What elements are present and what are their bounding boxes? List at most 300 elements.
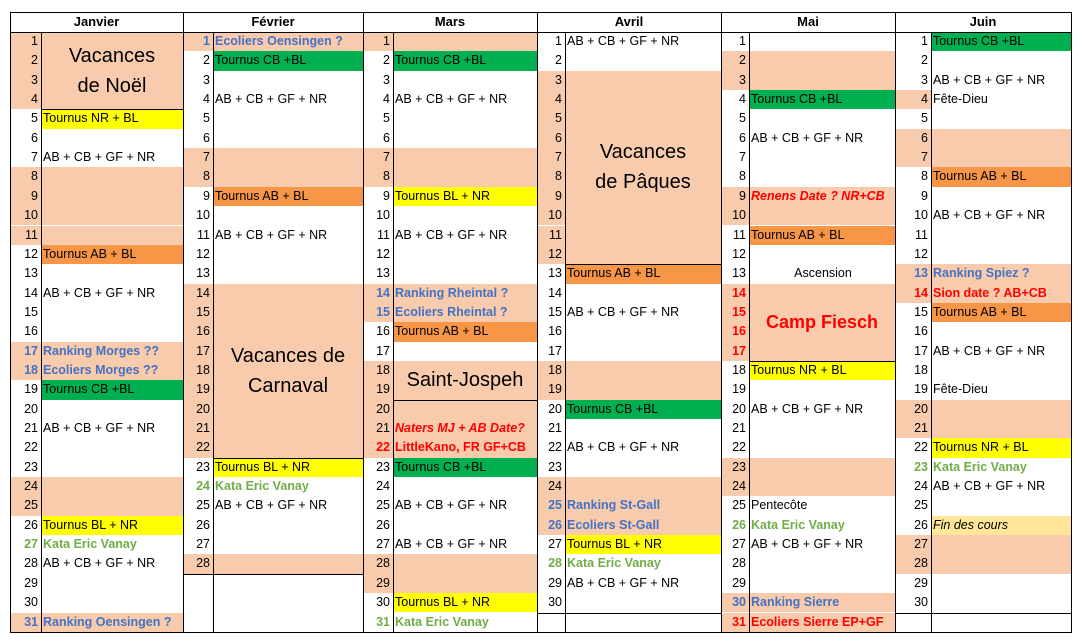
empty-cell [213,245,363,264]
day-number: 18 [895,361,931,380]
event-cell[interactable]: Tournus CB +BL [41,380,183,399]
grid-line [749,32,750,632]
day-number: 10 [183,206,213,225]
month-header-mars: Mars [434,14,466,29]
day-number: 23 [183,458,213,477]
day-number: 16 [363,322,393,341]
day-number: 16 [183,322,213,341]
empty-cell [213,554,363,573]
day-number: 25 [183,496,213,515]
event-cell[interactable]: Tournus AB + BL [393,322,537,341]
day-number: 9 [363,187,393,206]
empty-cell [749,109,895,128]
day-number: 24 [895,477,931,496]
day-number: 22 [363,438,393,457]
day-number: 24 [10,477,41,496]
day-number: 17 [537,342,565,361]
empty-cell [565,361,721,380]
event-cell[interactable]: AB + CB + GF + NR [565,32,721,51]
empty-cell [931,400,1071,419]
event-cell[interactable]: LittleKano, FR GF+CB [393,438,537,457]
day-number: 10 [363,206,393,225]
empty-cell [41,438,183,457]
empty-cell [393,71,537,90]
day-number: 6 [363,129,393,148]
empty-cell [565,458,721,477]
empty-cell [393,245,537,264]
day-number: 20 [895,400,931,419]
empty-cell [41,303,183,322]
grid-line [213,574,363,575]
day-number: 13 [895,264,931,283]
day-number: 8 [537,167,565,186]
event-cell[interactable]: AB + CB + GF + NR [565,303,721,322]
event-cell[interactable]: Ranking Spiez ? [931,264,1071,283]
event-cell[interactable]: AB + CB + GF + NR [41,554,183,573]
day-number: 6 [895,129,931,148]
event-cell[interactable]: AB + CB + GF + NR [565,438,721,457]
event-cell[interactable]: AB + CB + GF + NR [565,574,721,593]
day-number: 11 [183,226,213,245]
day-number: 27 [721,535,749,554]
holiday-label: Saint-Jospeh [406,369,524,392]
day-number: 2 [537,51,565,70]
day-number: 20 [537,400,565,419]
day-number: 14 [363,284,393,303]
day-number: 13 [183,264,213,283]
empty-cell [393,167,537,186]
day-number: 1 [895,32,931,51]
day-number: 14 [537,284,565,303]
day-number: 14 [721,284,749,303]
day-number: 29 [537,574,565,593]
day-number: 1 [363,32,393,51]
event-cell[interactable]: Ranking Rheintal ? [393,284,537,303]
day-number: 10 [721,206,749,225]
day-number: 20 [721,400,749,419]
empty-cell [41,574,183,593]
empty-cell [41,477,183,496]
empty-cell [931,226,1071,245]
event-cell[interactable]: Fin des cours [931,516,1071,535]
day-number: 7 [721,148,749,167]
event-cell[interactable]: Fête-Dieu [931,380,1071,399]
event-cell[interactable]: Ecoliers Sierre EP+GF [749,613,895,632]
day-number: 27 [895,535,931,554]
empty-cell [565,342,721,361]
grid-line [749,361,895,362]
empty-cell [213,535,363,554]
day-number: 21 [363,419,393,438]
empty-cell [565,419,721,438]
day-number: 4 [721,90,749,109]
grid-line [41,32,42,632]
day-number: 15 [363,303,393,322]
day-number: 31 [10,613,41,632]
day-number: 19 [10,380,41,399]
event-cell[interactable]: Kata Eric Vanay [213,477,363,496]
event-cell[interactable]: Ecoliers St-Gall [565,516,721,535]
day-number: 30 [363,593,393,612]
day-number: 16 [10,322,41,341]
empty-cell [213,109,363,128]
event-cell[interactable]: Kata Eric Vanay [41,535,183,554]
day-number: 26 [721,516,749,535]
empty-cell [565,380,721,399]
day-number: 18 [721,361,749,380]
event-cell[interactable]: AB + CB + GF + NR [393,496,537,515]
day-number: 21 [537,419,565,438]
day-number: 9 [10,187,41,206]
day-number: 2 [363,51,393,70]
empty-cell [749,554,895,573]
event-cell[interactable]: Tournus BL + NR [393,593,537,612]
empty-cell [565,477,721,496]
day-number: 16 [537,322,565,341]
day-number: 25 [895,496,931,515]
day-number: 15 [183,303,213,322]
day-number: 15 [895,303,931,322]
event-cell[interactable]: Tournus CB +BL [213,51,363,70]
day-number: 1 [10,32,41,51]
day-number: 24 [183,477,213,496]
empty-cell [931,535,1071,554]
empty-cell [393,574,537,593]
empty-cell [565,51,721,70]
day-number: 3 [183,71,213,90]
event-cell[interactable]: AB + CB + GF + NR [931,71,1071,90]
event-cell[interactable]: Naters MJ + AB Date? [393,419,537,438]
day-number: 19 [895,380,931,399]
holiday-label: Camp Fiesch [765,312,879,333]
day-number: 14 [10,284,41,303]
day-number: 7 [363,148,393,167]
day-number: 18 [363,361,393,380]
day-number: 28 [537,554,565,573]
grid-line [41,632,183,633]
event-cell[interactable]: Tournus BL + NR [565,535,721,554]
event-cell[interactable]: Ecoliers Morges ?? [41,361,183,380]
day-number: 22 [537,438,565,457]
empty-cell [931,361,1071,380]
empty-cell [41,206,183,225]
event-cell[interactable]: Tournus AB + BL [565,264,721,283]
empty-cell [931,129,1071,148]
empty-cell [749,148,895,167]
event-cell[interactable]: Tournus CB +BL [931,32,1071,51]
event-cell[interactable]: AB + CB + GF + NR [213,226,363,245]
event-cell[interactable]: Tournus CB +BL [393,51,537,70]
day-number: 6 [537,129,565,148]
day-number: 9 [895,187,931,206]
event-cell[interactable]: AB + CB + GF + NR [213,496,363,515]
empty-cell [565,322,721,341]
empty-cell [749,206,895,225]
day-number: 28 [363,554,393,573]
day-number: 25 [363,496,393,515]
day-number: 8 [363,167,393,186]
day-number: 6 [721,129,749,148]
day-number: 1 [537,32,565,51]
event-cell[interactable]: AB + CB + GF + NR [393,90,537,109]
holiday-block [749,284,895,361]
event-cell[interactable]: Kata Eric Vanay [931,458,1071,477]
holiday-block [213,284,363,458]
day-number: 3 [721,71,749,90]
event-cell[interactable]: Ecoliers Rheintal ? [393,303,537,322]
empty-cell [393,109,537,128]
empty-cell [931,51,1071,70]
day-number: 18 [10,361,41,380]
event-cell[interactable]: Kata Eric Vanay [565,554,721,573]
empty-cell [213,148,363,167]
event-cell[interactable]: AB + CB + GF + NR [931,206,1071,225]
day-number: 9 [537,187,565,206]
event-cell[interactable]: AB + CB + GF + NR [931,342,1071,361]
day-number: 19 [183,380,213,399]
day-number: 3 [363,71,393,90]
day-number: 27 [10,535,41,554]
day-number: 27 [537,535,565,554]
event-cell[interactable]: Kata Eric Vanay [749,516,895,535]
day-number: 24 [363,477,393,496]
day-number: 15 [537,303,565,322]
month-header-fevrier: Février [251,14,295,29]
day-number: 21 [10,419,41,438]
grid-line [183,12,184,632]
empty-cell [213,167,363,186]
event-cell[interactable]: Ranking Morges ?? [41,342,183,361]
day-number: 4 [363,90,393,109]
grid-line [895,613,931,614]
event-cell[interactable]: Tournus AB + BL [931,303,1071,322]
event-cell[interactable]: AB + CB + GF + NR [749,129,895,148]
day-number: 2 [10,51,41,70]
day-number: 5 [183,109,213,128]
day-number: 11 [363,226,393,245]
day-number: 30 [537,593,565,612]
event-cell[interactable]: AB + CB + GF + NR [41,284,183,303]
event-cell[interactable]: Ecoliers Oensingen ? [213,32,363,51]
day-number: 29 [721,574,749,593]
month-header-mai: Mai [797,14,819,29]
day-number: 8 [721,167,749,186]
event-cell[interactable]: Tournus AB + BL [213,187,363,206]
event-cell[interactable]: Tournus NR + BL [41,109,183,128]
event-cell[interactable]: Pentecôte [749,496,895,515]
grid-line [565,264,721,265]
day-number: 20 [10,400,41,419]
day-number: 28 [10,554,41,573]
event-cell[interactable]: AB + CB + GF + NR [41,419,183,438]
empty-cell [393,129,537,148]
day-number: 17 [10,342,41,361]
empty-cell [749,438,895,457]
day-number: 6 [183,129,213,148]
day-number: 4 [895,90,931,109]
event-cell[interactable]: Tournus NR + BL [749,361,895,380]
grid-line [537,613,565,614]
day-number: 7 [895,148,931,167]
empty-cell [393,32,537,51]
event-cell[interactable]: Tournus AB + BL [931,167,1071,186]
day-number: 24 [537,477,565,496]
event-cell[interactable]: Ranking Sierre [749,593,895,612]
day-number: 17 [183,342,213,361]
grid-line [10,12,11,632]
empty-cell [931,574,1071,593]
day-number: 27 [363,535,393,554]
holiday-label: Vacances de Carnaval [230,344,346,397]
event-cell[interactable]: AB + CB + GF + NR [749,400,895,419]
day-number: 26 [537,516,565,535]
event-cell[interactable]: AB + CB + GF + NR [41,148,183,167]
empty-cell [41,129,183,148]
day-number: 18 [183,361,213,380]
day-number: 12 [537,245,565,264]
empty-cell [41,458,183,477]
empty-cell [749,477,895,496]
empty-cell [931,554,1071,573]
day-number: 12 [10,245,41,264]
event-cell[interactable]: AB + CB + GF + NR [393,226,537,245]
day-number: 22 [10,438,41,457]
day-number: 22 [183,438,213,457]
event-cell[interactable]: Tournus CB +BL [393,458,537,477]
day-number: 3 [537,71,565,90]
day-number: 9 [721,187,749,206]
empty-cell [393,400,537,419]
day-number: 1 [721,32,749,51]
day-number: 5 [10,109,41,128]
day-number: 25 [721,496,749,515]
event-cell[interactable]: AB + CB + GF + NR [213,90,363,109]
grid-line [721,12,722,632]
empty-cell [393,342,537,361]
event-cell[interactable]: Fête-Dieu [931,90,1071,109]
day-number: 8 [895,167,931,186]
holiday-label: Vacances de Noël [68,44,156,97]
grid-line [363,632,393,633]
event-cell[interactable]: Kata Eric Vanay [393,613,537,632]
holiday-label: Vacances de Pâques [595,141,691,194]
grid-line [41,109,183,110]
empty-cell [749,71,895,90]
event-cell[interactable]: AB + CB + GF + NR [393,535,537,554]
grid-line [749,632,895,633]
empty-cell [565,593,721,612]
empty-cell [931,496,1071,515]
event-cell[interactable]: Tournus BL + NR [41,516,183,535]
event-cell[interactable]: Tournus BL + NR [213,458,363,477]
day-number: 7 [183,148,213,167]
day-number: 21 [721,419,749,438]
day-number: 30 [895,593,931,612]
day-number: 12 [895,245,931,264]
day-number: 20 [183,400,213,419]
day-number: 4 [10,90,41,109]
day-number: 1 [183,32,213,51]
day-number: 6 [10,129,41,148]
empty-cell [41,264,183,283]
day-number: 17 [721,342,749,361]
empty-cell [213,129,363,148]
event-cell[interactable]: Ascension [749,264,895,283]
day-number: 7 [10,148,41,167]
day-number: 26 [10,516,41,535]
empty-cell [749,245,895,264]
grid-line [213,32,214,632]
empty-cell [393,554,537,573]
day-number: 11 [721,226,749,245]
day-number: 5 [537,109,565,128]
day-number: 18 [537,361,565,380]
holiday-block [565,71,721,265]
day-number: 23 [895,458,931,477]
day-number: 14 [895,284,931,303]
empty-cell [41,593,183,612]
event-cell[interactable]: Ranking Oensingen ? [41,613,183,632]
day-number: 23 [721,458,749,477]
day-number: 29 [10,574,41,593]
grid-line [537,12,538,632]
empty-cell [41,496,183,515]
event-cell[interactable]: Tournus AB + BL [749,226,895,245]
event-cell[interactable]: Tournus AB + BL [41,245,183,264]
empty-cell [749,380,895,399]
day-number: 23 [10,458,41,477]
grid-line [10,32,1071,33]
holiday-block [41,32,183,109]
event-cell[interactable]: AB + CB + GF + NR [749,535,895,554]
day-number: 13 [721,264,749,283]
empty-cell [931,187,1071,206]
day-number: 4 [537,90,565,109]
day-number: 12 [363,245,393,264]
event-cell[interactable]: Tournus CB +BL [749,90,895,109]
event-cell[interactable]: Ranking St-Gall [565,496,721,515]
day-number: 22 [721,438,749,457]
grid-line [895,12,896,632]
day-number: 19 [537,380,565,399]
empty-cell [213,206,363,225]
empty-cell [749,458,895,477]
day-number: 12 [721,245,749,264]
day-number: 21 [895,419,931,438]
holiday-block [393,361,537,400]
grid-line [213,458,363,459]
month-header-juin: Juin [969,14,997,29]
empty-cell [749,32,895,51]
event-cell[interactable]: Sion date ? AB+CB [931,284,1071,303]
day-number: 29 [895,574,931,593]
day-number: 8 [10,167,41,186]
grid-line [721,632,749,633]
day-number: 13 [537,264,565,283]
event-cell[interactable]: Tournus CB +BL [565,400,721,419]
event-cell[interactable]: AB + CB + GF + NR [931,477,1071,496]
event-cell[interactable]: Tournus NR + BL [931,438,1071,457]
day-number: 25 [537,496,565,515]
grid-line [393,400,537,401]
empty-cell [41,226,183,245]
empty-cell [931,419,1071,438]
day-number: 5 [895,109,931,128]
event-cell[interactable]: Tournus BL + NR [393,187,537,206]
empty-cell [749,574,895,593]
event-cell[interactable]: Renens Date ? NR+CB [749,187,895,206]
day-number: 4 [183,90,213,109]
